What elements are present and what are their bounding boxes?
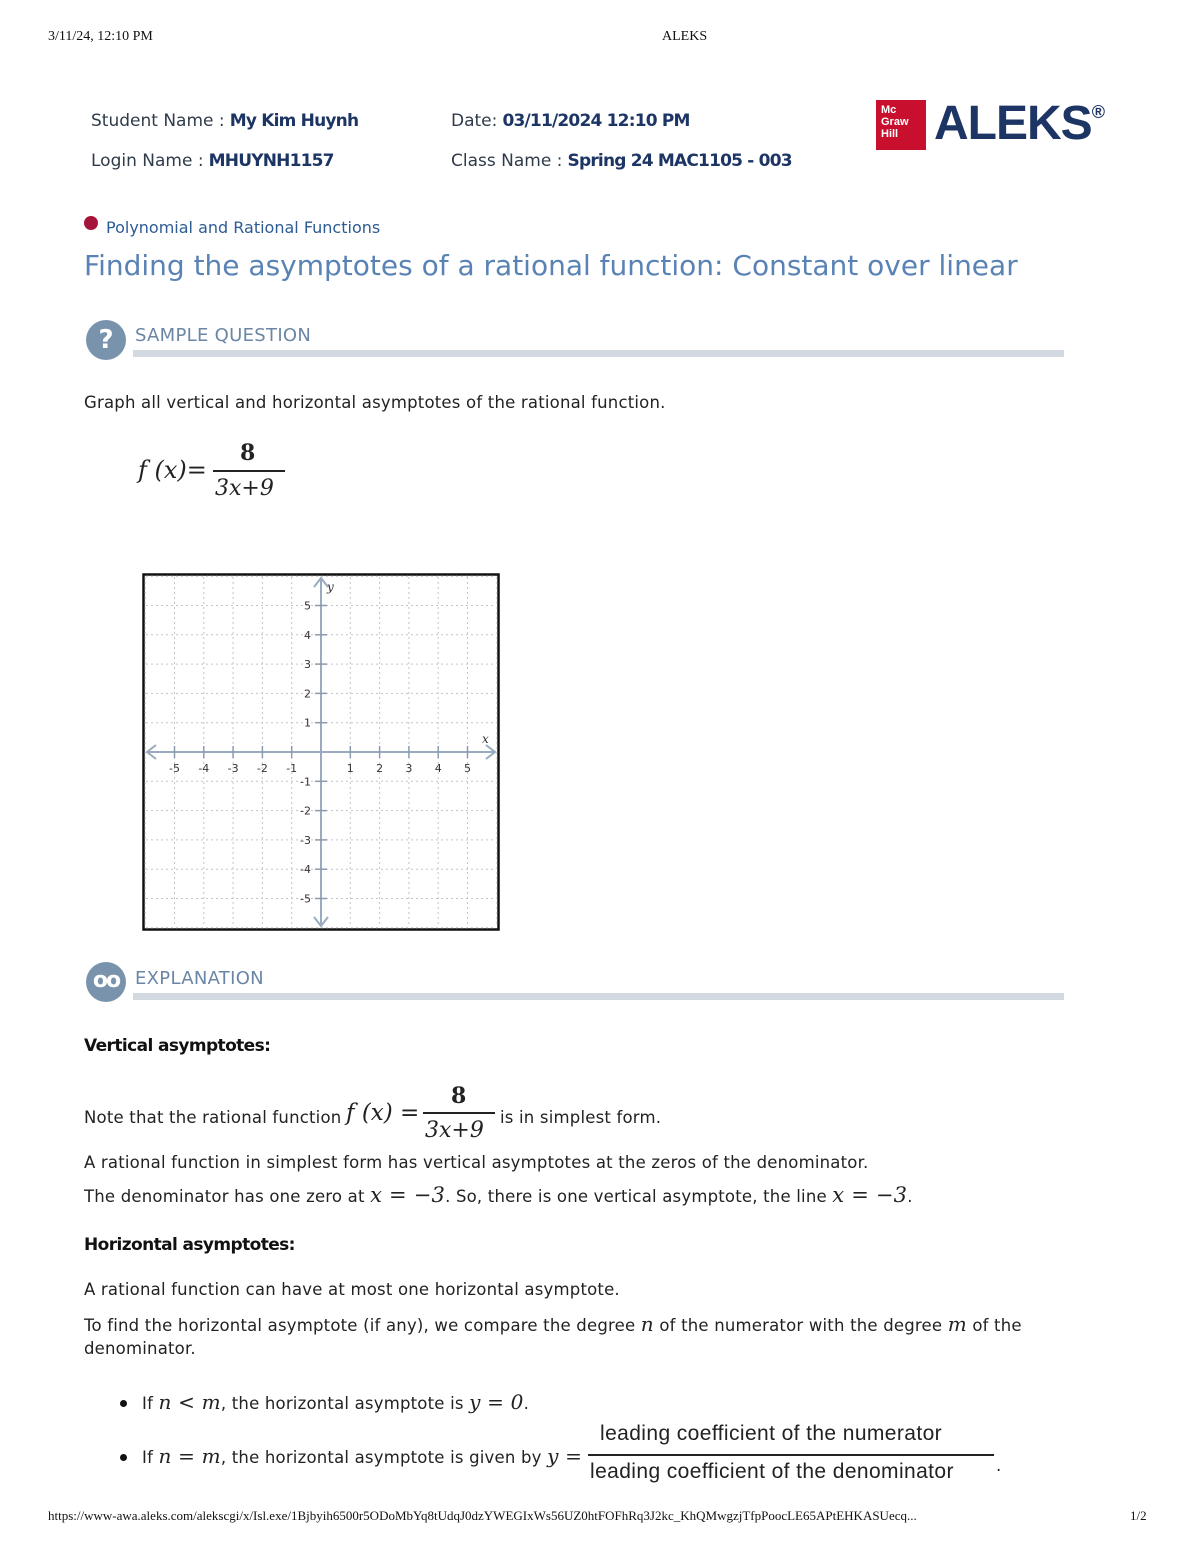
note-function-lhs: f (x) = xyxy=(346,1100,420,1126)
coordinate-graph[interactable] xyxy=(142,573,500,931)
logo-line-2: Graw xyxy=(881,116,909,128)
class-name-row xyxy=(451,151,792,171)
degree-text-b: of the numerator with the degree xyxy=(659,1316,943,1335)
y-axis-label: y xyxy=(327,580,334,594)
b1-equation: y = 0 xyxy=(469,1390,524,1414)
x-tick-label: 2 xyxy=(376,762,384,775)
b2-text: , the horizontal asymptote is given by xyxy=(220,1448,542,1467)
ratio-denominator: leading coefficient of the denominator xyxy=(590,1460,954,1483)
aleks-logo-text: ALEKS xyxy=(934,97,1092,150)
x-tick-label: -2 xyxy=(256,762,268,775)
x-tick-label: 4 xyxy=(434,762,442,775)
bullet-case-equal xyxy=(142,1444,582,1468)
degree-text-c: of the xyxy=(972,1316,1022,1335)
login-name-label: Login Name : xyxy=(91,151,204,171)
sample-question-heading: SAMPLE QUESTION xyxy=(135,325,312,346)
y-tick-label: -4 xyxy=(300,863,311,877)
note-fraction-bar xyxy=(423,1112,495,1114)
student-name-row xyxy=(91,111,358,131)
mcgraw-hill-box xyxy=(876,100,926,150)
zero-math-2: x = −3 xyxy=(832,1183,908,1207)
y-tick-label: 5 xyxy=(304,599,311,613)
function-numerator: 8 xyxy=(240,440,256,466)
bullet-dot xyxy=(120,1454,127,1461)
x-tick-label: -3 xyxy=(227,762,239,775)
ratio-numerator: leading coefficient of the numerator xyxy=(600,1422,943,1445)
degree-text-a: To find the horizontal asymptote (if any), we compare the degree xyxy=(84,1316,636,1335)
x-tick-label: 1 xyxy=(346,762,354,775)
fraction-bar xyxy=(213,470,285,472)
ratio-end: . xyxy=(996,1456,1002,1475)
y-tick-label: -1 xyxy=(300,775,311,789)
denominator-zero-line xyxy=(84,1183,913,1207)
vertical-asymptotes-heading: Vertical asymptotes: xyxy=(84,1036,271,1056)
question-prompt: Graph all vertical and horizontal asymptotes of the rational function. xyxy=(84,393,666,412)
y-tick-label: -5 xyxy=(300,892,311,906)
class-name-value: Spring 24 MAC1105 - 003 xyxy=(567,151,792,171)
degree-n: n xyxy=(640,1312,654,1336)
x-tick-label: 3 xyxy=(405,762,413,775)
note-denominator: 3x+9 xyxy=(425,1118,484,1143)
b2-equation: y = xyxy=(547,1444,583,1468)
student-name-value: My Kim Huynh xyxy=(229,111,359,131)
note-numerator: 8 xyxy=(451,1083,467,1109)
question-mark-glyph: ? xyxy=(98,325,114,355)
topic-dot-icon xyxy=(84,216,98,230)
bullet-case-less xyxy=(142,1390,529,1414)
logo-line-1: Mc xyxy=(881,104,897,116)
horizontal-intro-text: A rational function can have at most one horizontal asymptote. xyxy=(84,1280,620,1299)
print-site-title: ALEKS xyxy=(662,29,708,44)
bullet-dot xyxy=(120,1400,127,1407)
section-divider xyxy=(133,993,1064,1000)
explanation-heading: EXPLANATION xyxy=(135,968,264,989)
mcgraw-hill-logo xyxy=(876,100,926,150)
y-tick-label: 4 xyxy=(304,628,311,642)
print-datetime: 3/11/24, 12:10 PM xyxy=(48,29,153,44)
registered-mark: ® xyxy=(1091,102,1104,122)
horizontal-asymptotes-heading: Horizontal asymptotes: xyxy=(84,1235,295,1255)
page-title: Finding the asymptotes of a rational function: Constant over linear xyxy=(84,249,1018,282)
b2-if: If xyxy=(142,1448,154,1467)
b2-condition: n = m xyxy=(158,1444,221,1468)
zero-math-1: x = −3 xyxy=(370,1183,446,1207)
y-tick-label: 3 xyxy=(304,658,311,672)
degree-compare-line xyxy=(84,1312,1022,1336)
y-tick-label: 2 xyxy=(304,687,311,701)
x-tick-label: -5 xyxy=(169,762,180,775)
x-tick-label: -1 xyxy=(286,762,298,775)
y-tick-label: -3 xyxy=(300,833,311,847)
topic-label: Polynomial and Rational Functions xyxy=(106,218,381,237)
degree-text-d: denominator. xyxy=(84,1339,196,1358)
footer-page-number: 1/2 xyxy=(1130,1508,1147,1523)
glasses-glyph: oo xyxy=(92,968,120,993)
function-lhs: f (x)= xyxy=(138,456,207,484)
b1-if: If xyxy=(142,1394,154,1413)
x-tick-label: -4 xyxy=(198,762,210,775)
login-name-value: MHUYNH1157 xyxy=(208,151,334,171)
section-divider xyxy=(133,350,1064,357)
y-tick-label: -2 xyxy=(300,804,311,818)
x-tick-label: 5 xyxy=(464,762,471,775)
vertical-rule-text: A rational function in simplest form has vertical asymptotes at the zeros of the denominator. xyxy=(84,1153,869,1172)
function-denominator: 3x+9 xyxy=(215,476,274,501)
zero-text-end: . xyxy=(907,1187,913,1206)
class-name-label: Class Name : xyxy=(451,151,563,171)
login-name-row xyxy=(91,151,334,171)
date-label: Date: xyxy=(451,111,498,131)
degree-m: m xyxy=(947,1312,967,1336)
b1-condition: n < m xyxy=(158,1390,221,1414)
note-text-pre: Note that the rational function xyxy=(84,1108,342,1127)
zero-text-pre: The denominator has one zero at xyxy=(84,1187,365,1206)
logo-line-3: Hill xyxy=(881,128,899,140)
x-axis-label: x xyxy=(482,732,489,746)
ratio-fraction-bar xyxy=(588,1454,994,1456)
date-value: 03/11/2024 12:10 PM xyxy=(502,111,690,131)
footer-url[interactable]: https://www-awa.aleks.com/alekscgi/x/Isl.exe/1Bjbyih6500r5ODoMbYq8tUdqJ0dzYWEGIxWs56UZ0htFOFhRq3J2kc_KhQMwgzjTfpPoocLE65APtEHKASUecq... xyxy=(48,1508,917,1523)
b1-text: , the horizontal asymptote is xyxy=(220,1394,464,1413)
student-name-label: Student Name : xyxy=(91,111,225,131)
date-row xyxy=(451,111,690,131)
question-mark-icon xyxy=(86,320,126,360)
aleks-logo xyxy=(934,96,1104,151)
glasses-icon xyxy=(86,962,126,1002)
b1-end: . xyxy=(523,1394,530,1413)
zero-text-mid: . So, there is one vertical asymptote, the line xyxy=(445,1187,827,1206)
y-tick-label: 1 xyxy=(304,716,311,730)
note-text-post: is in simplest form. xyxy=(500,1108,662,1127)
